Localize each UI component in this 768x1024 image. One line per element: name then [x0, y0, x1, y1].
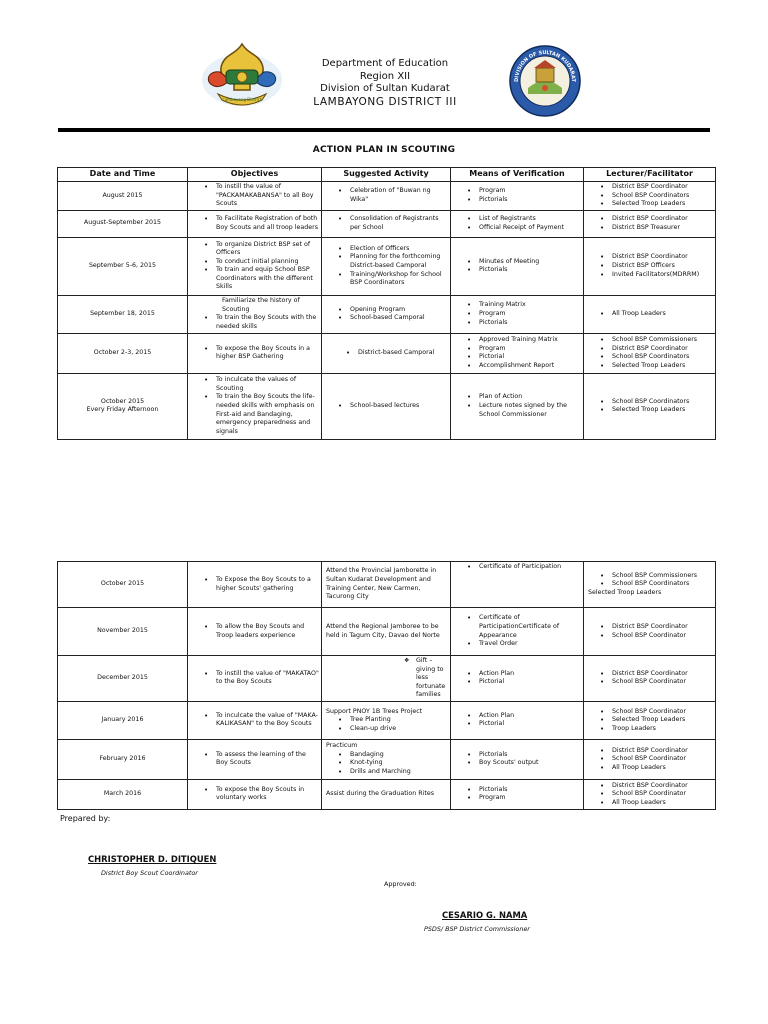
table-row [58, 656, 716, 702]
column-header: Suggested Activity [322, 168, 451, 182]
facilitator-cell: • District BSP Coordinator • School BSP Coordinator • All Troop Leaders [584, 779, 716, 809]
table-row [58, 237, 716, 295]
action-plan-table-part1 [57, 167, 716, 440]
facilitator-cell: • District BSP Coordinator • School BSP Coordinator [584, 608, 716, 656]
objectives-cell: • To expose the Boy Scouts in voluntary works [188, 779, 322, 809]
facilitator-cell: • School BSP Coordinator • Selected Troop Leaders • Troop Leaders [584, 701, 716, 739]
objectives-cell: • To allow the Boy Scouts and Troop leaders experience [188, 608, 322, 656]
activity-cell: Assist during the Graduation Rites [322, 779, 451, 809]
verification-cell: • Action Plan • Pictorial [451, 701, 584, 739]
date-cell: October 2015 Every Friday Afternoon [58, 373, 188, 439]
activity-cell: Practicum • Bandaging • Knot-tying • Drills and Marching [322, 739, 451, 779]
activity-cell: Attend the Regional Jamboree to be held in Tagum City, Davao del Norte [322, 608, 451, 656]
approver-role: PSDS/ BSP District Commissioner [424, 925, 530, 933]
facilitator-cell: • District BSP Coordinator • School BSP Coordinators • Selected Troop Leaders [584, 182, 716, 211]
table-row [58, 373, 716, 439]
facilitator-cell: • School BSP Coordinators • Selected Troop Leaders [584, 373, 716, 439]
prepared-by-label: Prepared by: [60, 814, 111, 823]
verification-cell: • Minutes of Meeting • Pictorials [451, 237, 584, 295]
action-plan-table-part2 [57, 561, 716, 810]
table-row [58, 210, 716, 237]
seal-text: DIVISION OF SULTAN KUDARAT [513, 49, 577, 83]
verification-cell: • Certificate of ParticipationCertificate of Appearance • Travel Order [451, 608, 584, 656]
objectives-cell: • To Expose the Boy Scouts to a higher Scouts' gathering [188, 562, 322, 608]
facilitator-cell: • District BSP Coordinator • School BSP Coordinator • All Troop Leaders [584, 739, 716, 779]
header-divider [58, 128, 710, 132]
facilitator-cell: • District BSP Coordinator • District BSP Treasurer [584, 210, 716, 237]
letterhead [300, 58, 470, 108]
table-row [58, 608, 716, 656]
verification-cell: • Pictorials • Boy Scouts' output [451, 739, 584, 779]
activity-cell: • District-based Camporal [322, 333, 451, 373]
verification-cell: • Action Plan • Pictorial [451, 656, 584, 702]
table-row [58, 739, 716, 779]
svg-text:Lambayong District: Lambayong District [222, 97, 262, 102]
activity-cell: ❖ Gift –giving to less fortunate families [322, 656, 451, 702]
verification-cell: • Pictorials • Program [451, 779, 584, 809]
objectives-cell: • To assess the learning of the Boy Scouts [188, 739, 322, 779]
objectives-cell: • To inculcate the values of Scouting • To train the Boy Scouts the life- needed skills with emphasis on First-aid and Bandaging, emergency preparedness and signals [188, 373, 322, 439]
region-name: Region XII [359, 70, 411, 82]
table-row [58, 182, 716, 211]
facilitator-cell: • School BSP Commissioners • District BSP Coordinator • School BSP Coordinators • Selected Troop Leaders [584, 333, 716, 373]
date-cell: September 5-6, 2015 [58, 237, 188, 295]
objectives-cell: • To instill the value of "MAKATAO" to the Boy Scouts [188, 656, 322, 702]
boy-scouts-logo [196, 40, 288, 112]
table-header-row [58, 168, 716, 182]
date-cell: November 2015 [58, 608, 188, 656]
verification-cell: • Training Matrix • Program • Pictorials [451, 295, 584, 333]
table-row [58, 779, 716, 809]
activity-cell: Support PNOY 1B Trees Project • Tree Planting • Clean-up drive [322, 701, 451, 739]
activity-cell: • Consolidation of Registrants per School [322, 210, 451, 237]
date-cell: March 2016 [58, 779, 188, 809]
date-cell: August 2015 [58, 182, 188, 211]
table-row [58, 333, 716, 373]
table-row [58, 701, 716, 739]
activity-cell: • Election of Officers • Planning for the forthcoming District-based Camporal • Training/Workshop for School BSP Coordinators [322, 237, 451, 295]
column-header: Objectives [188, 168, 322, 182]
activity-cell: Attend the Provincial Jamborette in Sultan Kudarat Development and Training Center, New Carmen, Tacurong City [322, 562, 451, 608]
date-cell: December 2015 [58, 656, 188, 702]
verification-cell: • Certificate of Participation [451, 562, 584, 608]
date-cell: September 18, 2015 [58, 295, 188, 333]
objectives-cell: • To expose the Boy Scouts in a higher BSP Gathering [188, 333, 322, 373]
column-header: Lecturer/Facilitator [584, 168, 716, 182]
activity-cell: • Opening Program • School-based Camporal [322, 295, 451, 333]
preparer-name: CHRISTOPHER D. DITIQUEN [88, 854, 217, 864]
column-header: Means of Verification [451, 168, 584, 182]
objectives-cell: Familiarize the history of Scouting • To train the Boy Scouts with the needed skills [188, 295, 322, 333]
facilitator-cell: • District BSP Coordinator • District BSP Officers • Invited Facilitators(MDRRM) [584, 237, 716, 295]
verification-cell: • Approved Training Matrix • Program • Pictorial • Accomplishment Report [451, 333, 584, 373]
approver-name: CESARIO G. NAMA [442, 910, 528, 920]
department-name: Department of Education [321, 58, 449, 69]
verification-cell: • Plan of Action • Lecture notes signed by the School Commissioner [451, 373, 584, 439]
objectives-cell: • To inculcate the value of "MAKA-KALIKASAN" to the Boy Scouts [188, 701, 322, 739]
verification-cell: • Program • Pictorials [451, 182, 584, 211]
division-name: Division of Sultan Kudarat [320, 83, 450, 94]
verification-cell: • List of Registrants • Official Receipt of Payment [451, 210, 584, 237]
objectives-cell: • To Facilitate Registration of both Boy Scouts and all troop leaders [188, 210, 322, 237]
objectives-cell: • To organize District BSP set of Officers • To conduct initial planning • To train and equip School BSP Coordinators with the different Skills [188, 237, 322, 295]
date-cell: August-September 2015 [58, 210, 188, 237]
division-seal-logo [508, 44, 582, 118]
date-cell: January 2016 [58, 701, 188, 739]
facilitator-cell: • District BSP Coordinator • School BSP Coordinator [584, 656, 716, 702]
facilitator-cell: • School BSP Commissioners • School BSP Coordinators Selected Troop Leaders [584, 562, 716, 608]
table-row [58, 562, 716, 608]
district-name: LAMBAYONG DISTRICT III [313, 95, 457, 108]
preparer-role: District Boy Scout Coordinator [101, 869, 198, 877]
objectives-cell: • To instill the value of "PACKAMAKABANSA" to all Boy Scouts [188, 182, 322, 211]
document-title: ACTION PLAN IN SCOUTING [312, 145, 456, 155]
approved-label: Approved: [384, 880, 417, 888]
column-header: Date and Time [58, 168, 188, 182]
date-cell: October 2015 [58, 562, 188, 608]
activity-cell: • Celebration of "Buwan ng Wika" [322, 182, 451, 211]
date-cell: October 2-3, 2015 [58, 333, 188, 373]
date-cell: February 2016 [58, 739, 188, 779]
activity-cell: • School-based lectures [322, 373, 451, 439]
table-row [58, 295, 716, 333]
facilitator-cell: • All Troop Leaders [584, 295, 716, 333]
